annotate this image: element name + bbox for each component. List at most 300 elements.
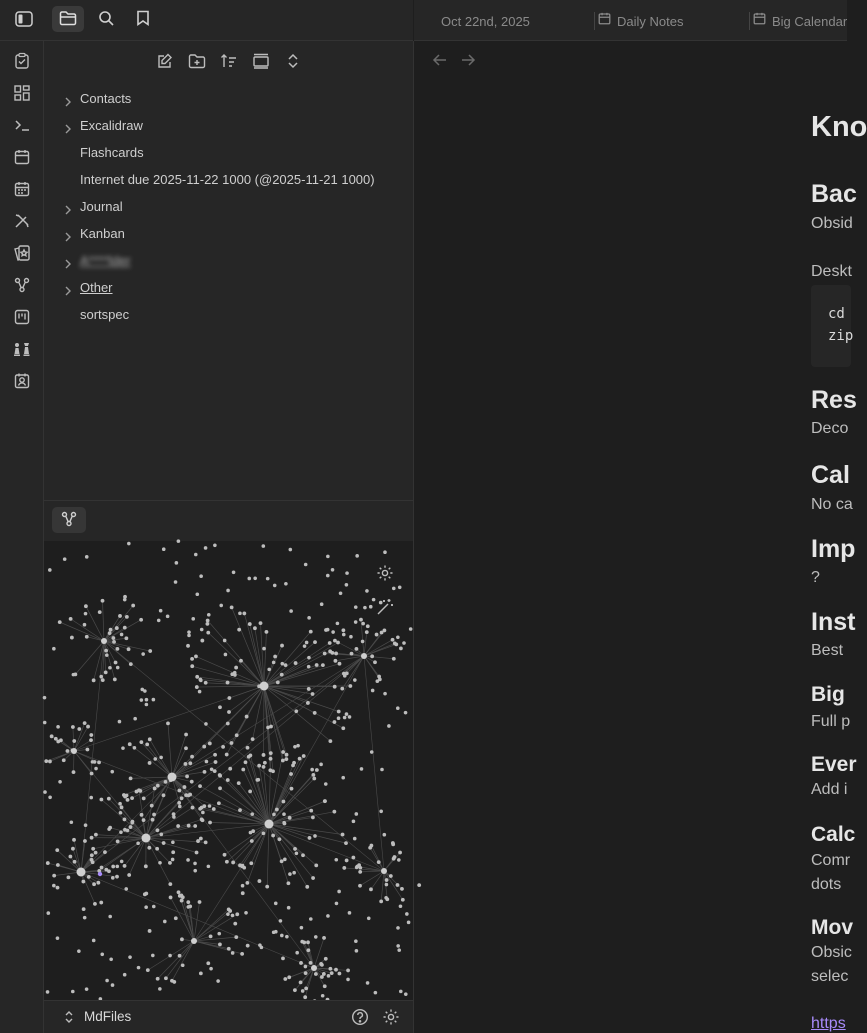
graph-node[interactable]: [324, 957, 328, 961]
graph-node[interactable]: [404, 992, 408, 996]
graph-node[interactable]: [198, 690, 202, 694]
graph-node[interactable]: [383, 550, 387, 554]
graph-node[interactable]: [314, 935, 318, 939]
graph-node[interactable]: [349, 635, 353, 639]
graph-node[interactable]: [326, 914, 330, 918]
graph-node[interactable]: [193, 869, 197, 873]
graph-node[interactable]: [118, 720, 122, 724]
graph-node[interactable]: [268, 768, 272, 772]
graph-node[interactable]: [265, 885, 269, 889]
graph-node[interactable]: [48, 760, 52, 764]
graph-node[interactable]: [361, 640, 365, 644]
dashboard-icon[interactable]: [12, 83, 32, 103]
graph-node[interactable]: [139, 740, 143, 744]
graph-node[interactable]: [237, 628, 241, 632]
tree-item-excalidraw[interactable]: Excalidraw: [44, 114, 413, 141]
graph-node[interactable]: [282, 821, 286, 825]
graph-node[interactable]: [162, 547, 166, 551]
graph-node[interactable]: [140, 698, 144, 702]
graph-node[interactable]: [94, 851, 98, 855]
graph-node[interactable]: [204, 681, 208, 685]
graph-node[interactable]: [194, 655, 198, 659]
graph-hub-node[interactable]: [361, 653, 367, 659]
graph-node[interactable]: [120, 805, 124, 809]
graph-hub-node[interactable]: [311, 965, 317, 971]
graph-node[interactable]: [180, 796, 184, 800]
settings-icon[interactable]: [382, 1008, 400, 1026]
graph-node[interactable]: [304, 971, 308, 975]
graph-node[interactable]: [280, 662, 284, 666]
graph-node[interactable]: [199, 837, 203, 841]
graph-node[interactable]: [355, 554, 359, 558]
graph-hub-node[interactable]: [265, 820, 274, 829]
graph-node[interactable]: [231, 914, 235, 918]
graph-node[interactable]: [115, 865, 119, 869]
graph-node[interactable]: [166, 721, 170, 725]
graph-node[interactable]: [116, 840, 120, 844]
files-tab[interactable]: [52, 6, 84, 32]
graph-node[interactable]: [385, 883, 389, 887]
graph-node[interactable]: [304, 563, 308, 567]
graph-node[interactable]: [147, 846, 151, 850]
graph-node[interactable]: [108, 666, 112, 670]
graph-node[interactable]: [304, 987, 308, 991]
graph-node[interactable]: [310, 768, 314, 772]
graph-node[interactable]: [228, 767, 232, 771]
graph-node[interactable]: [308, 836, 312, 840]
graph-node[interactable]: [199, 972, 203, 976]
graph-node[interactable]: [89, 796, 93, 800]
graph-node[interactable]: [207, 865, 211, 869]
graph-node[interactable]: [326, 574, 330, 578]
graph-node[interactable]: [327, 974, 331, 978]
graph-node[interactable]: [43, 790, 47, 794]
graph-node[interactable]: [241, 768, 245, 772]
external-link[interactable]: https: [811, 1015, 846, 1032]
graph-node[interactable]: [234, 935, 238, 939]
graph-node[interactable]: [163, 920, 167, 924]
bookmarks-tab[interactable]: [127, 6, 159, 32]
graph-node[interactable]: [151, 818, 155, 822]
graph-node[interactable]: [342, 866, 346, 870]
graph-view[interactable]: [44, 541, 413, 1001]
graph-node[interactable]: [174, 916, 178, 920]
graph-node[interactable]: [280, 934, 284, 938]
graph-node[interactable]: [301, 989, 305, 993]
graph-node[interactable]: [300, 926, 304, 930]
graph-node[interactable]: [185, 775, 189, 779]
graph-node[interactable]: [322, 972, 326, 976]
chess-icon[interactable]: [12, 339, 32, 359]
graph-node[interactable]: [281, 957, 285, 961]
graph-node[interactable]: [280, 859, 284, 863]
graph-node[interactable]: [398, 851, 402, 855]
graph-node[interactable]: [143, 689, 147, 693]
graph-node[interactable]: [209, 934, 213, 938]
terminal-icon[interactable]: [12, 115, 32, 135]
graph-node[interactable]: [240, 865, 244, 869]
graph-node[interactable]: [44, 759, 48, 763]
graph-node[interactable]: [334, 968, 338, 972]
graph-node[interactable]: [354, 620, 358, 624]
graph-node[interactable]: [344, 841, 348, 845]
graph-node[interactable]: [152, 905, 156, 909]
graph-node[interactable]: [396, 883, 400, 887]
graph-node[interactable]: [346, 969, 350, 973]
graph-node[interactable]: [98, 610, 102, 614]
kanban-icon[interactable]: [12, 307, 32, 327]
graph-node[interactable]: [223, 639, 227, 643]
collapse-all-icon[interactable]: [281, 49, 305, 73]
graph-node[interactable]: [221, 745, 225, 749]
graph-node[interactable]: [164, 780, 168, 784]
graph-node[interactable]: [358, 884, 362, 888]
graph-node[interactable]: [288, 816, 292, 820]
graph-node[interactable]: [336, 622, 340, 626]
graph-node[interactable]: [369, 844, 373, 848]
graph-node[interactable]: [56, 863, 60, 867]
tab-big-calendar[interactable]: Big Calendar: [753, 0, 847, 40]
graph-node[interactable]: [355, 812, 359, 816]
graph-node[interactable]: [100, 952, 104, 956]
graph-node[interactable]: [127, 647, 131, 651]
graph-node[interactable]: [213, 753, 217, 757]
tree-item-sortspec[interactable]: sortspec: [80, 307, 130, 322]
graph-node[interactable]: [191, 806, 195, 810]
graph-node[interactable]: [239, 659, 243, 663]
graph-node[interactable]: [208, 742, 212, 746]
graph-node[interactable]: [206, 619, 210, 623]
graph-node[interactable]: [360, 767, 364, 771]
graph-node[interactable]: [307, 687, 311, 691]
vault-name[interactable]: MdFiles: [84, 1009, 132, 1024]
graph-node[interactable]: [235, 912, 239, 916]
new-note-icon[interactable]: [153, 49, 177, 73]
graph-settings-icon[interactable]: [375, 563, 395, 583]
graph-node[interactable]: [101, 599, 105, 603]
graph-node[interactable]: [366, 624, 370, 628]
graph-node[interactable]: [249, 831, 253, 835]
graph-node[interactable]: [409, 627, 413, 631]
graph-node[interactable]: [396, 926, 400, 930]
graph-node[interactable]: [187, 630, 191, 634]
graph-node[interactable]: [143, 892, 147, 896]
graph-node[interactable]: [348, 911, 352, 915]
arrow-right-icon[interactable]: [458, 50, 478, 70]
graph-node[interactable]: [394, 642, 398, 646]
graph-node[interactable]: [276, 680, 280, 684]
graph-node[interactable]: [345, 712, 349, 716]
graph-node[interactable]: [217, 801, 221, 805]
graph-hub-node[interactable]: [101, 638, 107, 644]
graph-node[interactable]: [217, 932, 221, 936]
graph-node[interactable]: [204, 722, 208, 726]
graph-node[interactable]: [214, 760, 218, 764]
graph-node[interactable]: [52, 874, 56, 878]
graph-node[interactable]: [208, 804, 212, 808]
graph-node[interactable]: [238, 808, 242, 812]
graph-node[interactable]: [338, 662, 342, 666]
tree-item-kanban[interactable]: Kanban: [44, 222, 413, 249]
graph-node[interactable]: [311, 773, 315, 777]
tree-item-flashcards[interactable]: Flashcards: [80, 145, 144, 160]
graph-node[interactable]: [200, 628, 204, 632]
graph-node[interactable]: [84, 823, 88, 827]
graph-node[interactable]: [282, 812, 286, 816]
graph-node[interactable]: [377, 860, 381, 864]
graph-view-tab[interactable]: [52, 507, 86, 533]
graph-node[interactable]: [359, 618, 363, 622]
graph-node[interactable]: [177, 789, 181, 793]
graph-node[interactable]: [391, 841, 395, 845]
graph-node[interactable]: [107, 827, 111, 831]
graph-node[interactable]: [43, 696, 47, 700]
graph-node[interactable]: [309, 630, 313, 634]
graph-node[interactable]: [124, 887, 128, 891]
graph-node[interactable]: [404, 711, 408, 715]
graph-node[interactable]: [148, 761, 152, 765]
graph-node[interactable]: [348, 684, 352, 688]
graph-node[interactable]: [201, 811, 205, 815]
graph-node[interactable]: [238, 612, 242, 616]
graph-hub-node[interactable]: [77, 868, 86, 877]
graph-node[interactable]: [84, 604, 88, 608]
graph-node[interactable]: [202, 745, 206, 749]
graph-node[interactable]: [289, 772, 293, 776]
graph-node[interactable]: [341, 726, 345, 730]
graph-node[interactable]: [77, 727, 81, 731]
graph-node[interactable]: [58, 620, 62, 624]
graph-node[interactable]: [128, 742, 132, 746]
graph-node[interactable]: [71, 725, 75, 729]
graph-node[interactable]: [331, 651, 335, 655]
graph-node[interactable]: [178, 805, 182, 809]
graph-node[interactable]: [257, 879, 261, 883]
graph-node[interactable]: [125, 794, 129, 798]
graph-node[interactable]: [130, 821, 134, 825]
graph-node[interactable]: [248, 790, 252, 794]
graph-node[interactable]: [400, 887, 404, 891]
graph-node[interactable]: [262, 765, 266, 769]
graph-node[interactable]: [169, 896, 173, 900]
graph-node[interactable]: [359, 866, 363, 870]
graph-node[interactable]: [342, 633, 346, 637]
graph-node[interactable]: [384, 896, 388, 900]
graph-node[interactable]: [152, 813, 156, 817]
graph-node[interactable]: [345, 583, 349, 587]
graph-node[interactable]: [152, 698, 156, 702]
graph-node[interactable]: [46, 861, 50, 865]
graph-node[interactable]: [231, 951, 235, 955]
graph-node[interactable]: [392, 587, 396, 591]
graph-node[interactable]: [153, 787, 157, 791]
graph-node[interactable]: [56, 725, 60, 729]
graph-node[interactable]: [396, 706, 400, 710]
flashcards-icon[interactable]: [12, 243, 32, 263]
graph-node[interactable]: [330, 971, 334, 975]
graph-node[interactable]: [123, 818, 127, 822]
graph-node[interactable]: [289, 548, 293, 552]
graph-node[interactable]: [282, 800, 286, 804]
tab-daily-notes[interactable]: Daily Notes: [598, 0, 683, 40]
daily-calendar-icon[interactable]: [12, 179, 32, 199]
graph-node[interactable]: [66, 749, 70, 753]
graph-node[interactable]: [177, 801, 181, 805]
graph-node[interactable]: [374, 991, 378, 995]
graph-node[interactable]: [392, 857, 396, 861]
graph-node[interactable]: [284, 757, 288, 761]
graph-node[interactable]: [405, 912, 409, 916]
graph-node[interactable]: [142, 818, 146, 822]
graph-node[interactable]: [158, 861, 162, 865]
graph-node[interactable]: [193, 824, 197, 828]
graph-node[interactable]: [226, 589, 230, 593]
graph-node[interactable]: [120, 860, 124, 864]
graph-node[interactable]: [91, 847, 95, 851]
graph-node[interactable]: [331, 568, 335, 572]
graph-node[interactable]: [123, 973, 127, 977]
graph-node[interactable]: [67, 875, 71, 879]
graph-node[interactable]: [285, 753, 289, 757]
graph-node[interactable]: [389, 874, 393, 878]
graph-node[interactable]: [383, 833, 387, 837]
graph-node[interactable]: [200, 818, 204, 822]
graph-node[interactable]: [287, 906, 291, 910]
graph-node[interactable]: [128, 955, 132, 959]
graph-node[interactable]: [259, 621, 263, 625]
graph-hub-node[interactable]: [142, 834, 151, 843]
graph-node[interactable]: [396, 636, 400, 640]
graph-node[interactable]: [190, 657, 194, 661]
graph-node[interactable]: [71, 847, 75, 851]
graph-node[interactable]: [198, 900, 202, 904]
graph-node[interactable]: [193, 862, 197, 866]
sort-order-icon[interactable]: [217, 49, 241, 73]
graph-node[interactable]: [116, 666, 120, 670]
graph-node[interactable]: [148, 929, 152, 933]
graph-node[interactable]: [385, 878, 389, 882]
graph-node[interactable]: [181, 963, 185, 967]
graph-node[interactable]: [101, 678, 105, 682]
graph-node[interactable]: [126, 798, 130, 802]
graph-node[interactable]: [246, 746, 250, 750]
graph-node[interactable]: [379, 899, 383, 903]
graph-node[interactable]: [306, 940, 310, 944]
graph-node[interactable]: [46, 990, 50, 994]
graph-node[interactable]: [83, 623, 87, 627]
graph-node[interactable]: [323, 984, 327, 988]
graph-node[interactable]: [399, 904, 403, 908]
graph-node[interactable]: [206, 961, 210, 965]
graph-node[interactable]: [365, 630, 369, 634]
graph-node[interactable]: [139, 618, 143, 622]
graph-node[interactable]: [104, 649, 108, 653]
graph-node[interactable]: [119, 830, 123, 834]
graph-node[interactable]: [244, 760, 248, 764]
graph-node[interactable]: [358, 870, 362, 874]
graph-node[interactable]: [266, 726, 270, 730]
graph-node[interactable]: [294, 661, 298, 665]
graph-node[interactable]: [125, 615, 129, 619]
graph-node[interactable]: [277, 837, 281, 841]
graph-node[interactable]: [253, 626, 257, 630]
graph-node[interactable]: [123, 864, 127, 868]
graph-node[interactable]: [262, 753, 266, 757]
graph-node[interactable]: [216, 979, 220, 983]
search-tab[interactable]: [90, 6, 122, 32]
graph-node[interactable]: [355, 866, 359, 870]
graph-node[interactable]: [130, 796, 134, 800]
graph-node[interactable]: [146, 968, 150, 972]
graph-node[interactable]: [204, 546, 208, 550]
graph-node[interactable]: [341, 628, 345, 632]
graph-node[interactable]: [355, 949, 359, 953]
graph-node[interactable]: [171, 840, 175, 844]
graph-node[interactable]: [100, 866, 104, 870]
graph-node[interactable]: [230, 605, 234, 609]
graph-node[interactable]: [307, 665, 311, 669]
graph-node[interactable]: [266, 577, 270, 581]
graph-node[interactable]: [166, 615, 170, 619]
graph-node[interactable]: [81, 880, 85, 884]
graph-node[interactable]: [272, 813, 276, 817]
graph-hub-node[interactable]: [168, 773, 177, 782]
graph-node[interactable]: [50, 734, 54, 738]
graph-node[interactable]: [186, 644, 190, 648]
graph-node[interactable]: [213, 543, 217, 547]
graph-node[interactable]: [226, 778, 230, 782]
graph-node[interactable]: [346, 978, 350, 982]
graph-node[interactable]: [371, 689, 375, 693]
graph-node[interactable]: [303, 995, 307, 999]
graph-node[interactable]: [90, 858, 94, 862]
graph-node[interactable]: [227, 696, 231, 700]
graph-node[interactable]: [183, 785, 187, 789]
graph-node[interactable]: [383, 629, 387, 633]
graph-node[interactable]: [237, 781, 241, 785]
graph-node[interactable]: [133, 746, 137, 750]
graph-node[interactable]: [156, 784, 160, 788]
graph-node[interactable]: [373, 660, 377, 664]
graph-node[interactable]: [369, 605, 373, 609]
graph-node[interactable]: [293, 988, 297, 992]
graph-node[interactable]: [63, 557, 67, 561]
graph-node[interactable]: [172, 980, 176, 984]
graph-node[interactable]: [227, 710, 231, 714]
graph-node[interactable]: [280, 673, 284, 677]
graph-node[interactable]: [253, 576, 257, 580]
graph-node[interactable]: [250, 839, 254, 843]
graph-node[interactable]: [107, 869, 111, 873]
graph-node[interactable]: [399, 990, 403, 994]
graph-node[interactable]: [142, 797, 146, 801]
graph-node[interactable]: [159, 833, 163, 837]
graph-node[interactable]: [206, 631, 210, 635]
graph-node[interactable]: [340, 687, 344, 691]
graph-node[interactable]: [343, 716, 347, 720]
graph-node[interactable]: [286, 881, 290, 885]
graph-node[interactable]: [288, 872, 292, 876]
graph-hub-node[interactable]: [260, 682, 269, 691]
graph-node[interactable]: [184, 793, 188, 797]
graph-node[interactable]: [162, 841, 166, 845]
graph-node[interactable]: [328, 967, 332, 971]
graph-active-node[interactable]: [98, 872, 102, 876]
graph-node[interactable]: [218, 705, 222, 709]
graph-node[interactable]: [289, 609, 293, 613]
graph-node[interactable]: [366, 981, 370, 985]
graph-node[interactable]: [46, 911, 50, 915]
